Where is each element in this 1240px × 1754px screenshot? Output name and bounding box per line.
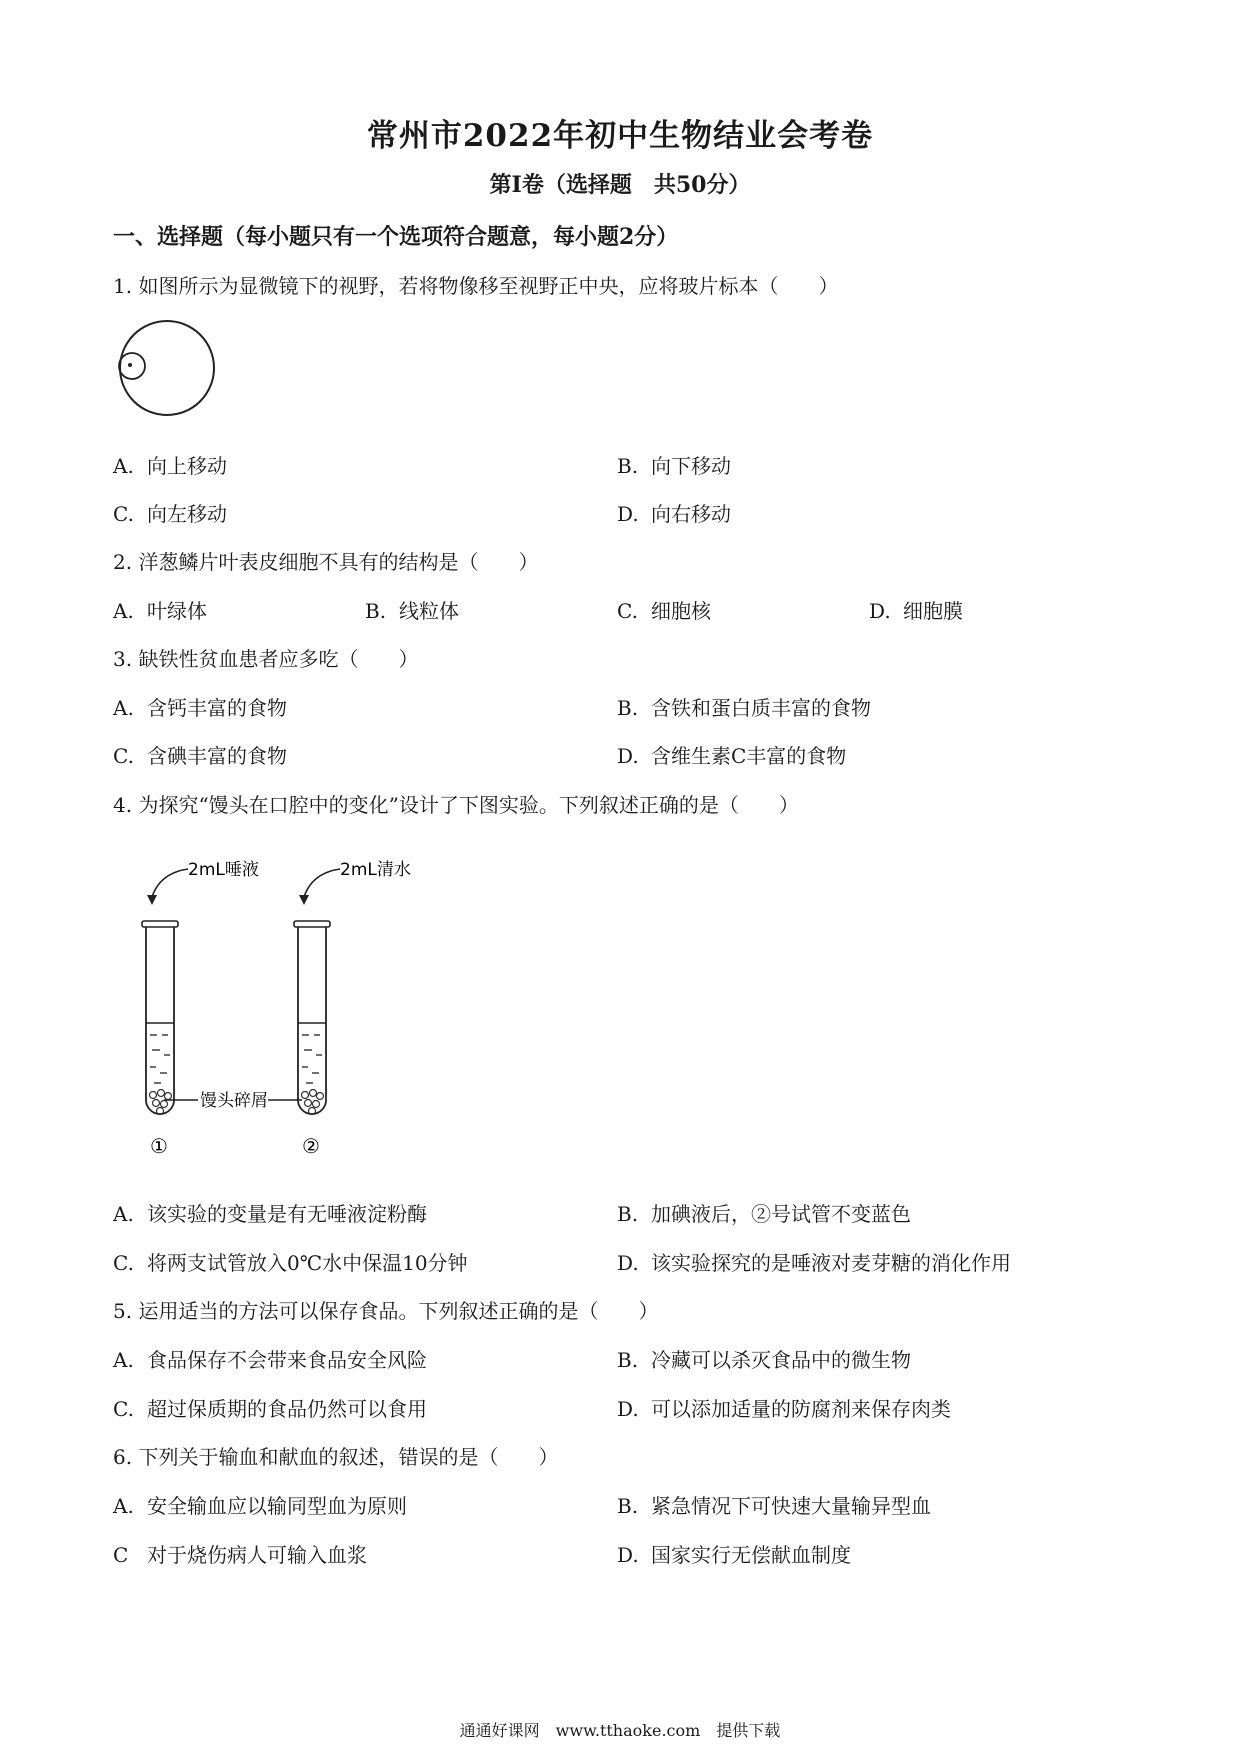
tube-1-label: ① xyxy=(150,1134,168,1158)
question-1-stem: 1. 如图所示为显微镜下的视野，若将物像移至视野正中央，应将玻片标本（ ） xyxy=(113,274,839,298)
q5-option-d[interactable]: D. 可以添加适量的防腐剂来保存肉类 xyxy=(617,1397,951,1421)
q1-option-b[interactable]: B. 向下移动 xyxy=(617,454,731,478)
q3-option-d[interactable]: D. 含维生素C丰富的食物 xyxy=(617,744,847,768)
question-3-stem: 3. 缺铁性贫血患者应多吃（ ） xyxy=(113,647,419,671)
q4-option-a[interactable]: A. 该实验的变量是有无唾液淀粉酶 xyxy=(113,1202,427,1226)
water-arrow xyxy=(304,869,340,897)
q1-option-a[interactable]: A. 向上移动 xyxy=(113,454,227,478)
saliva-arrow-head xyxy=(147,895,157,905)
q2-option-d[interactable]: D. 细胞膜 xyxy=(869,599,963,623)
q4-option-d[interactable]: D. 该实验探究的是唾液对麦芽糖的消化作用 xyxy=(617,1251,1011,1275)
bread-crumb-label: 馒头碎屑 xyxy=(200,1091,268,1111)
q6-option-a[interactable]: A. 安全输血应以输同型血为原则 xyxy=(113,1494,407,1518)
q2-option-c[interactable]: C. 细胞核 xyxy=(617,599,711,623)
question-6-stem: 6. 下列关于输血和献血的叙述，错误的是（ ） xyxy=(113,1445,559,1469)
section-heading: 一、选择题（每小题只有一个选项符合题意，每小题2分） xyxy=(113,224,679,250)
microscope-field-figure xyxy=(118,318,218,418)
specimen-dot xyxy=(128,363,132,367)
saliva-label: 2mL唾液 xyxy=(188,860,259,880)
saliva-arrow xyxy=(152,869,188,897)
test-tube-1 xyxy=(142,921,178,1115)
page-footer[interactable]: 通通好课网 www.tthaoke.com 提供下载 xyxy=(459,1721,781,1740)
tube-2-label: ② xyxy=(302,1134,320,1158)
q3-option-a[interactable]: A. 含钙丰富的食物 xyxy=(113,696,287,720)
page-title: 常州市2022年初中生物结业会考卷 xyxy=(366,118,874,154)
question-5-stem: 5. 运用适当的方法可以保存食品。下列叙述正确的是（ ） xyxy=(113,1299,659,1323)
q3-option-c[interactable]: C. 含碘丰富的食物 xyxy=(113,744,287,768)
water-label: 2mL清水 xyxy=(340,860,411,880)
page-subtitle: 第Ⅰ卷（选择题 共50分） xyxy=(489,172,751,198)
question-4-stem: 4. 为探究“馒头在口腔中的变化”设计了下图实验。下列叙述正确的是（ ） xyxy=(113,793,799,817)
q3-option-b[interactable]: B. 含铁和蛋白质丰富的食物 xyxy=(617,696,871,720)
q5-option-b[interactable]: B. 冷藏可以杀灭食品中的微生物 xyxy=(617,1348,911,1372)
water-arrow-head xyxy=(299,895,309,905)
q4-option-b[interactable]: B. 加碘液后，②号试管不变蓝色 xyxy=(617,1202,911,1226)
field-of-view-circle xyxy=(120,321,214,415)
question-2-stem: 2. 洋葱鳞片叶表皮细胞不具有的结构是（ ） xyxy=(113,550,539,574)
q2-option-a[interactable]: A. 叶绿体 xyxy=(113,599,207,623)
q6-option-c[interactable]: C 对于烧伤病人可输入血浆 xyxy=(113,1543,367,1567)
q6-option-b[interactable]: B. 紧急情况下可快速大量输异型血 xyxy=(617,1494,931,1518)
q1-option-c[interactable]: C. 向左移动 xyxy=(113,502,227,526)
specimen-image-circle xyxy=(119,353,145,379)
q4-option-c[interactable]: C. 将两支试管放入0℃水中保温10分钟 xyxy=(113,1251,468,1275)
q5-option-c[interactable]: C. 超过保质期的食品仍然可以食用 xyxy=(113,1397,427,1421)
q5-option-a[interactable]: A. 食品保存不会带来食品安全风险 xyxy=(113,1348,427,1372)
test-tube-2 xyxy=(294,921,330,1115)
test-tube-experiment-figure xyxy=(130,855,450,1160)
q6-option-d[interactable]: D. 国家实行无偿献血制度 xyxy=(617,1543,851,1567)
q1-option-d[interactable]: D. 向右移动 xyxy=(617,502,731,526)
q2-option-b[interactable]: B. 线粒体 xyxy=(365,599,459,623)
